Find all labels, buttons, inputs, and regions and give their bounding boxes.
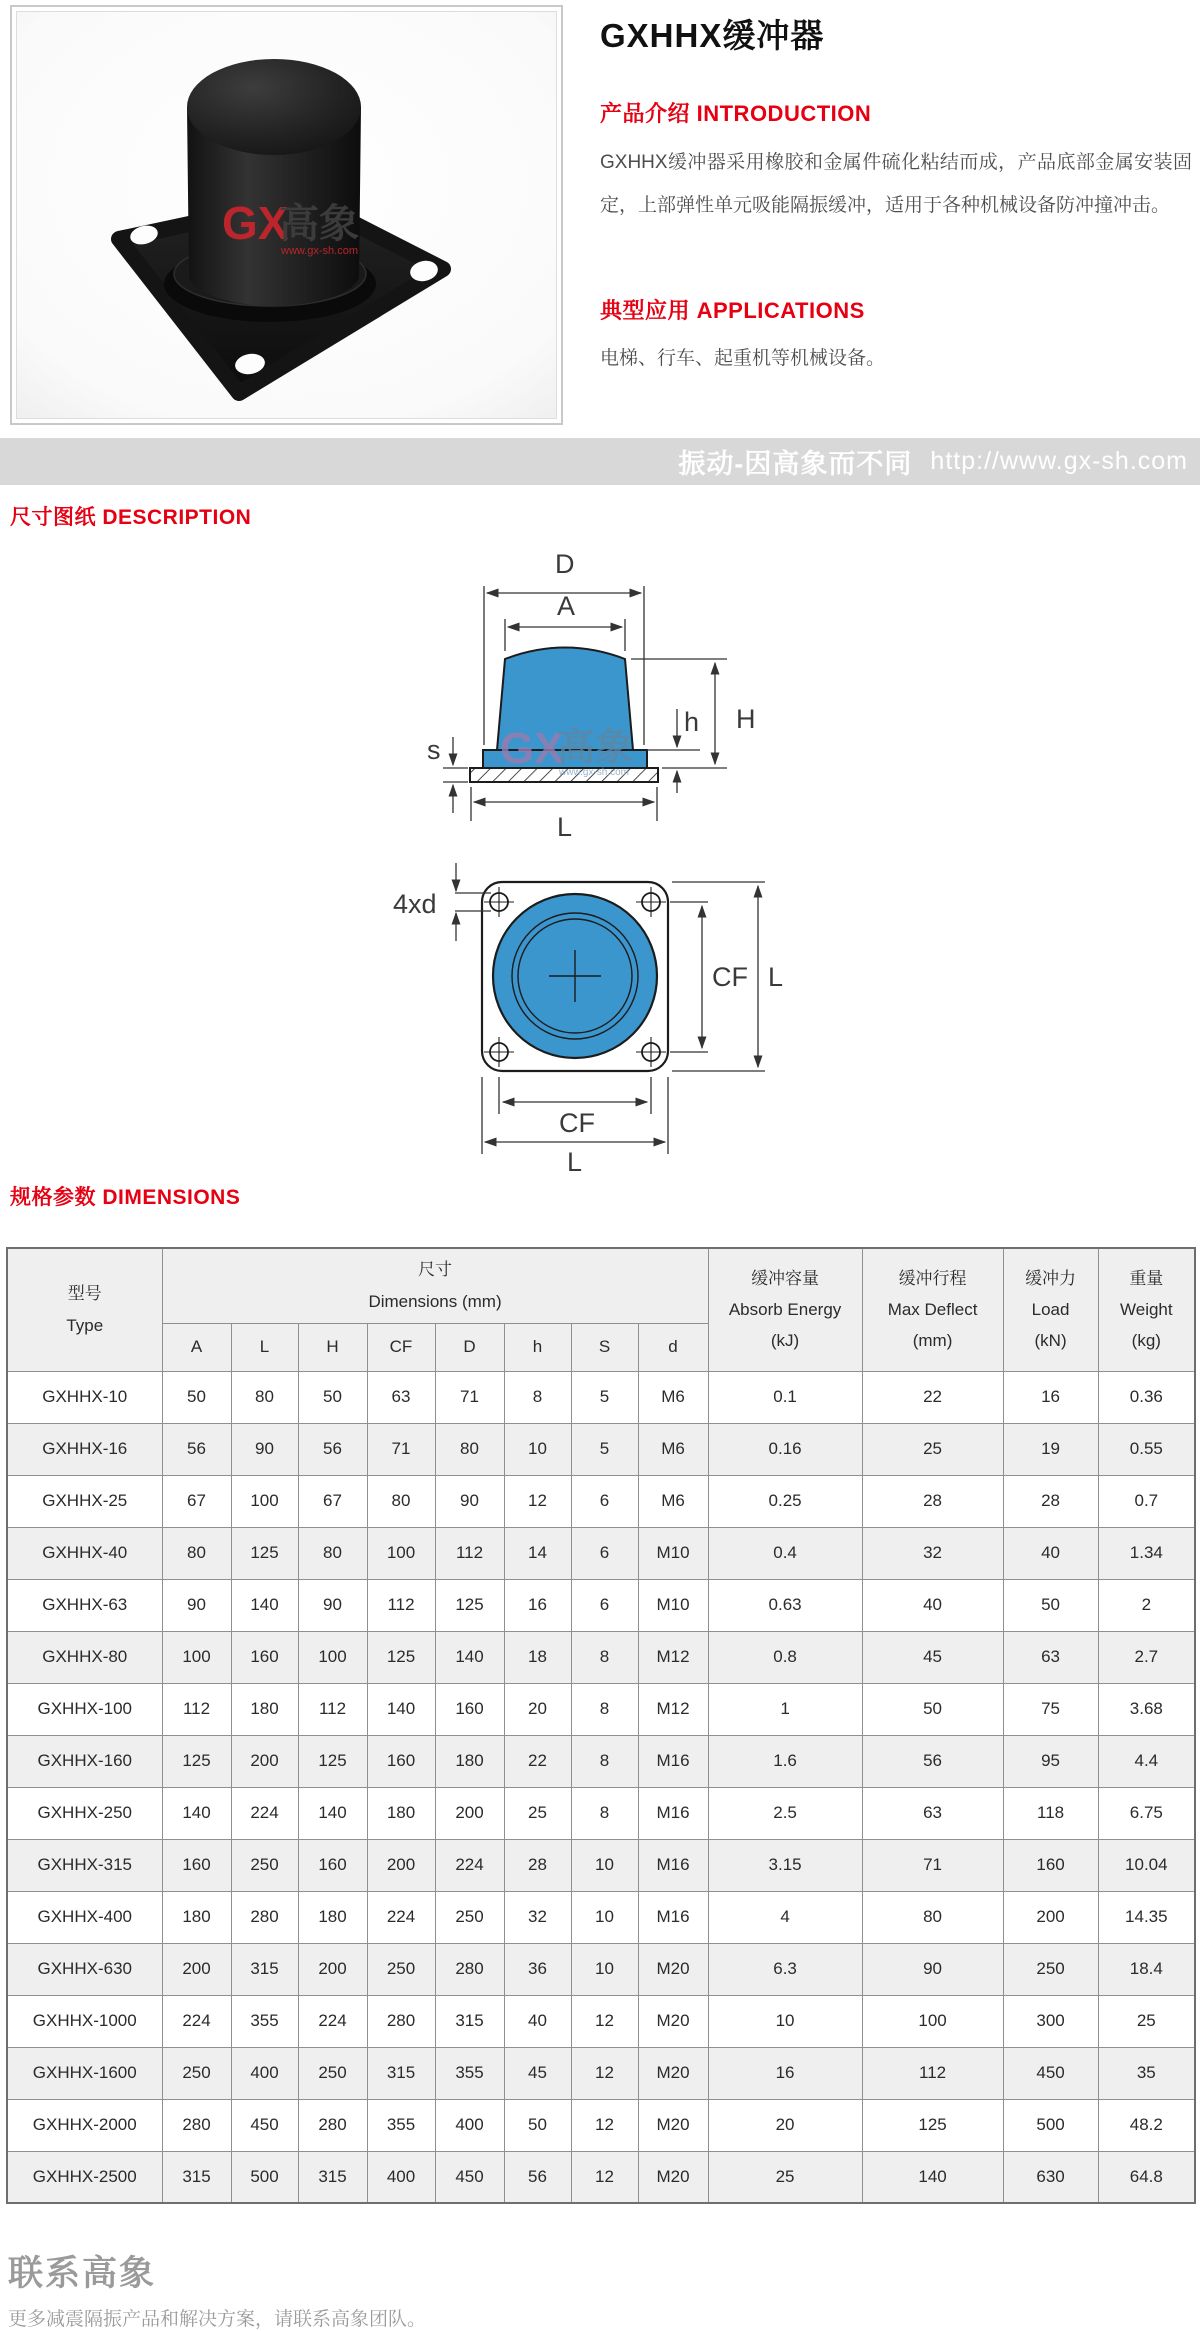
cell-value: 200 <box>231 1735 298 1787</box>
cell-value: 28 <box>862 1475 1003 1527</box>
cell-value: 3.15 <box>708 1839 862 1891</box>
cell-value: 18.4 <box>1098 1943 1195 1995</box>
applications-text: 电梯、行车、起重机等机械设备。 <box>600 347 886 369</box>
cell-value: 280 <box>435 1943 504 1995</box>
cell-value: 40 <box>504 1995 571 2047</box>
header-sub-L: L <box>231 1323 298 1371</box>
cell-value: 16 <box>504 1579 571 1631</box>
dim-label-H: H <box>736 704 756 734</box>
header-type <box>7 1248 162 1371</box>
cell-value: 50 <box>504 2099 571 2151</box>
cell-value: 450 <box>435 2151 504 2203</box>
footer-heading: 联系高象 <box>8 2254 157 2293</box>
cell-value: 80 <box>862 1891 1003 1943</box>
table-row <box>7 1631 1195 1683</box>
cell-value: 355 <box>367 2099 435 2151</box>
cell-value: 6.75 <box>1098 1787 1195 1839</box>
cell-value: 0.4 <box>708 1527 862 1579</box>
cell-value: 56 <box>862 1735 1003 1787</box>
cell-value: 8 <box>571 1631 638 1683</box>
cell-value: 10.04 <box>1098 1839 1195 1891</box>
cell-value: 28 <box>504 1839 571 1891</box>
header-absorb-unit: (kJ) <box>770 1331 800 1351</box>
cell-type: GXHHX-10 <box>7 1371 162 1423</box>
table-row <box>7 1683 1195 1735</box>
dim-label-D: D <box>555 549 575 579</box>
top-section <box>0 0 1200 438</box>
header-sub-d: d <box>638 1323 708 1371</box>
cell-value: M10 <box>638 1579 708 1631</box>
cell-value: M20 <box>638 1995 708 2047</box>
footer <box>8 2246 1200 2331</box>
cell-value: 90 <box>435 1475 504 1527</box>
cell-value: 10 <box>504 1423 571 1475</box>
cell-value: 0.25 <box>708 1475 862 1527</box>
dim-label-4xd: 4xd <box>393 889 437 919</box>
cell-value: M20 <box>638 2151 708 2203</box>
cell-value: 5 <box>571 1371 638 1423</box>
cell-value: 6.3 <box>708 1943 862 1995</box>
cell-value: 4.4 <box>1098 1735 1195 1787</box>
header-weight-unit: (kg) <box>1131 1331 1161 1351</box>
cell-type: GXHHX-80 <box>7 1631 162 1683</box>
banner-url[interactable]: http://www.gx-sh.com <box>930 447 1188 475</box>
header-type-en: Type <box>66 1315 104 1335</box>
cell-value: 0.7 <box>1098 1475 1195 1527</box>
cell-value: 90 <box>231 1423 298 1475</box>
cell-value: M20 <box>638 2047 708 2099</box>
cell-value: 125 <box>435 1579 504 1631</box>
cell-value: M12 <box>638 1631 708 1683</box>
cell-value: 20 <box>504 1683 571 1735</box>
cell-type: GXHHX-2500 <box>7 2151 162 2203</box>
cell-value: 6 <box>571 1475 638 1527</box>
cell-value: 180 <box>298 1891 367 1943</box>
cell-value: 180 <box>231 1683 298 1735</box>
dim-label-A: A <box>557 591 576 621</box>
cell-value: 67 <box>298 1475 367 1527</box>
cell-value: 500 <box>231 2151 298 2203</box>
header-load <box>1003 1248 1098 1371</box>
cell-value: 80 <box>367 1475 435 1527</box>
side-view-diagram <box>385 531 815 845</box>
cell-value: 200 <box>1003 1891 1098 1943</box>
banner-slogan: 振动-因高象而不同 <box>678 449 913 479</box>
cell-value: M16 <box>638 1787 708 1839</box>
cell-value: 25 <box>708 2151 862 2203</box>
product-photo-frame <box>10 5 563 425</box>
cell-type: GXHHX-40 <box>7 1527 162 1579</box>
cell-type: GXHHX-25 <box>7 1475 162 1527</box>
cell-value: 8 <box>571 1787 638 1839</box>
cell-value: 8 <box>571 1683 638 1735</box>
cell-value: 71 <box>367 1423 435 1475</box>
table-row <box>7 1527 1195 1579</box>
header-sub-D: D <box>435 1323 504 1371</box>
header-load-en: Load <box>1031 1300 1070 1320</box>
cell-value: 112 <box>367 1579 435 1631</box>
cell-value: 10 <box>571 1839 638 1891</box>
cell-type: GXHHX-63 <box>7 1579 162 1631</box>
cell-value: 90 <box>162 1579 231 1631</box>
cell-value: 250 <box>1003 1943 1098 1995</box>
cell-value: 140 <box>162 1787 231 1839</box>
header-absorb <box>708 1248 862 1371</box>
cell-value: 100 <box>862 1995 1003 2047</box>
cell-value: 75 <box>1003 1683 1098 1735</box>
watermark-name: 高象 <box>279 202 359 246</box>
cell-value: M6 <box>638 1371 708 1423</box>
cell-value: 0.63 <box>708 1579 862 1631</box>
intro-heading: 产品介绍 INTRODUCTION <box>600 101 872 126</box>
cell-value: 10 <box>571 1891 638 1943</box>
header-sub-h: h <box>504 1323 571 1371</box>
cell-value: 125 <box>862 2099 1003 2151</box>
cell-type: GXHHX-315 <box>7 1839 162 1891</box>
cell-value: M12 <box>638 1683 708 1735</box>
watermark-site: www.gx-sh.com <box>281 245 359 257</box>
cell-value: 3.68 <box>1098 1683 1195 1735</box>
watermark-site: www.gx-sh.com <box>559 767 630 778</box>
cell-value: 224 <box>435 1839 504 1891</box>
cell-value: M20 <box>638 1943 708 1995</box>
cell-type: GXHHX-2000 <box>7 2099 162 2151</box>
cell-value: 25 <box>504 1787 571 1839</box>
dim-label-CF-v: CF <box>712 962 748 992</box>
cell-value: 112 <box>862 2047 1003 2099</box>
table-row <box>7 2047 1195 2099</box>
cell-value: 224 <box>367 1891 435 1943</box>
cell-value: 2.7 <box>1098 1631 1195 1683</box>
description-heading: 尺寸图纸 DESCRIPTION <box>10 506 252 529</box>
cell-value: 12 <box>571 2047 638 2099</box>
cell-value: 140 <box>231 1579 298 1631</box>
cell-value: 180 <box>367 1787 435 1839</box>
dimensions-heading: 规格参数 DIMENSIONS <box>10 1186 241 1209</box>
header-deflect <box>862 1248 1003 1371</box>
cell-value: 56 <box>298 1423 367 1475</box>
product-info <box>600 10 1192 370</box>
cell-value: M16 <box>638 1839 708 1891</box>
cell-value: 71 <box>435 1371 504 1423</box>
cell-value: 0.55 <box>1098 1423 1195 1475</box>
cell-value: 500 <box>1003 2099 1098 2151</box>
cell-value: 160 <box>435 1683 504 1735</box>
cell-type: GXHHX-100 <box>7 1683 162 1735</box>
cell-value: 400 <box>367 2151 435 2203</box>
cell-value: 10 <box>571 1943 638 1995</box>
cell-value: 112 <box>162 1683 231 1735</box>
cell-type: GXHHX-250 <box>7 1787 162 1839</box>
cell-value: 0.16 <box>708 1423 862 1475</box>
cell-value: 118 <box>1003 1787 1098 1839</box>
header-load-unit: (kN) <box>1034 1331 1067 1351</box>
cell-value: 400 <box>231 2047 298 2099</box>
cell-value: 450 <box>1003 2047 1098 2099</box>
cell-value: 16 <box>1003 1371 1098 1423</box>
cell-value: 160 <box>367 1735 435 1787</box>
cell-value: 180 <box>435 1735 504 1787</box>
dim-label-L: L <box>557 812 573 842</box>
dim-label-L-h: L <box>567 1147 583 1177</box>
cell-value: 6 <box>571 1579 638 1631</box>
cell-value: 18 <box>504 1631 571 1683</box>
cell-value: 140 <box>298 1787 367 1839</box>
cell-value: 56 <box>504 2151 571 2203</box>
header-type-cn: 型号 <box>67 1284 102 1304</box>
product-photo-drawing <box>17 12 557 419</box>
cell-value: 100 <box>298 1631 367 1683</box>
cell-value: 160 <box>298 1839 367 1891</box>
cell-value: 63 <box>1003 1631 1098 1683</box>
cell-value: 25 <box>862 1423 1003 1475</box>
cell-value: 160 <box>231 1631 298 1683</box>
cell-value: 20 <box>708 2099 862 2151</box>
table-row <box>7 1787 1195 1839</box>
cell-type: GXHHX-630 <box>7 1943 162 1995</box>
cell-type: GXHHX-1600 <box>7 2047 162 2099</box>
cell-value: 1.6 <box>708 1735 862 1787</box>
cell-value: 1.34 <box>1098 1527 1195 1579</box>
intro-text: GXHHX缓冲器采用橡胶和金属件硫化粘结而成，产品底部金属安装固定，上部弹性单元吸能隔振缓冲，适用于各种机械设备防冲撞冲击。 <box>600 152 1192 216</box>
cell-value: 90 <box>862 1943 1003 1995</box>
cell-value: 125 <box>367 1631 435 1683</box>
header-dimensions <box>162 1248 708 1323</box>
cell-value: 100 <box>367 1527 435 1579</box>
header-load-cn: 缓冲力 <box>1025 1268 1077 1288</box>
cell-value: 56 <box>162 1423 231 1475</box>
watermark-gx: GX <box>222 197 289 249</box>
watermark-name: 高象 <box>557 727 634 769</box>
header-sub-A: A <box>162 1323 231 1371</box>
cell-value: 25 <box>1098 1995 1195 2047</box>
cell-value: 355 <box>435 2047 504 2099</box>
cell-value: 36 <box>504 1943 571 1995</box>
table-row <box>7 1371 1195 1423</box>
cell-value: 63 <box>367 1371 435 1423</box>
cell-value: 250 <box>162 2047 231 2099</box>
cell-type: GXHHX-16 <box>7 1423 162 1475</box>
cell-value: 250 <box>298 2047 367 2099</box>
table-row <box>7 2151 1195 2203</box>
header-absorb-cn: 缓冲容量 <box>751 1268 820 1288</box>
header-absorb-en: Absorb Energy <box>728 1300 842 1320</box>
cell-value: 80 <box>435 1423 504 1475</box>
cell-value: 67 <box>162 1475 231 1527</box>
cell-value: 0.1 <box>708 1371 862 1423</box>
diagrams <box>0 531 1200 1181</box>
cell-value: 4 <box>708 1891 862 1943</box>
cell-value: M6 <box>638 1475 708 1527</box>
cell-value: 90 <box>298 1579 367 1631</box>
table-row <box>7 1839 1195 1891</box>
cell-value: M16 <box>638 1891 708 1943</box>
cell-value: 45 <box>504 2047 571 2099</box>
cell-value: 224 <box>231 1787 298 1839</box>
cell-value: 250 <box>367 1943 435 1995</box>
cell-value: 125 <box>298 1735 367 1787</box>
dim-label-h: h <box>684 707 700 737</box>
watermark-gx: GX <box>500 724 564 773</box>
cell-value: 400 <box>435 2099 504 2151</box>
cell-value: 95 <box>1003 1735 1098 1787</box>
cell-value: 32 <box>504 1891 571 1943</box>
cell-value: 140 <box>367 1683 435 1735</box>
header-dims-en: Dimensions (mm) <box>368 1291 502 1311</box>
page-title: GXHHX缓冲器 <box>600 17 825 54</box>
cell-value: 2 <box>1098 1579 1195 1631</box>
cell-value: 63 <box>862 1787 1003 1839</box>
cell-value: 1 <box>708 1683 862 1735</box>
cell-value: 5 <box>571 1423 638 1475</box>
cell-value: 140 <box>862 2151 1003 2203</box>
cell-value: 224 <box>298 1995 367 2047</box>
table-row <box>7 1423 1195 1475</box>
cell-value: 200 <box>435 1787 504 1839</box>
cell-value: 2.5 <box>708 1787 862 1839</box>
cell-value: 22 <box>504 1735 571 1787</box>
spec-table <box>6 1247 1196 2204</box>
cell-value: 280 <box>298 2099 367 2151</box>
cell-value: 8 <box>571 1735 638 1787</box>
cell-value: 160 <box>1003 1839 1098 1891</box>
cell-value: 250 <box>231 1839 298 1891</box>
cell-value: M6 <box>638 1423 708 1475</box>
cell-value: 50 <box>162 1371 231 1423</box>
footer-text: 更多减震隔振产品和解决方案，请联系高象团队。 <box>8 2309 427 2330</box>
cell-value: M20 <box>638 2099 708 2151</box>
cell-value: 112 <box>298 1683 367 1735</box>
cell-value: 80 <box>298 1527 367 1579</box>
cell-value: 200 <box>162 1943 231 1995</box>
dim-label-L-v: L <box>768 962 784 992</box>
top-view-diagram <box>375 849 825 1181</box>
cell-value: 0.36 <box>1098 1371 1195 1423</box>
cell-value: 22 <box>862 1371 1003 1423</box>
header-weight <box>1098 1248 1195 1371</box>
cell-value: 315 <box>162 2151 231 2203</box>
cell-value: 125 <box>162 1735 231 1787</box>
cell-value: 32 <box>862 1527 1003 1579</box>
cylinder-top <box>187 59 361 155</box>
cell-value: 280 <box>231 1891 298 1943</box>
applications-heading: 典型应用 APPLICATIONS <box>600 297 865 323</box>
cell-value: 35 <box>1098 2047 1195 2099</box>
cell-value: 48.2 <box>1098 2099 1195 2151</box>
cell-value: 40 <box>862 1579 1003 1631</box>
cell-value: 112 <box>435 1527 504 1579</box>
cell-value: 50 <box>862 1683 1003 1735</box>
slogan-banner <box>0 438 1200 485</box>
cell-value: 14 <box>504 1527 571 1579</box>
cell-value: 250 <box>435 1891 504 1943</box>
cell-value: 200 <box>367 1839 435 1891</box>
cell-value: 12 <box>571 2099 638 2151</box>
header-sub-H: H <box>298 1323 367 1371</box>
header-deflect-cn: 缓冲行程 <box>898 1268 967 1288</box>
photo-watermark <box>222 197 359 257</box>
header-weight-cn: 重量 <box>1129 1268 1164 1288</box>
cell-type: GXHHX-1000 <box>7 1995 162 2047</box>
product-photo <box>16 11 557 419</box>
cell-value: 14.35 <box>1098 1891 1195 1943</box>
table-row <box>7 1735 1195 1787</box>
header-deflect-en: Max Deflect <box>887 1300 978 1320</box>
table-row <box>7 1891 1195 1943</box>
cell-value: 71 <box>862 1839 1003 1891</box>
table-row <box>7 1579 1195 1631</box>
cell-value: 280 <box>162 2099 231 2151</box>
cell-value: 19 <box>1003 1423 1098 1475</box>
header-sub-CF: CF <box>367 1323 435 1371</box>
header-deflect-unit: (mm) <box>912 1331 953 1351</box>
cell-value: 6 <box>571 1527 638 1579</box>
cell-value: 100 <box>231 1475 298 1527</box>
cell-value: 10 <box>708 1995 862 2047</box>
table-row <box>7 1475 1195 1527</box>
cell-value: 224 <box>162 1995 231 2047</box>
cell-value: 315 <box>367 2047 435 2099</box>
cell-value: 50 <box>1003 1579 1098 1631</box>
cell-value: 8 <box>504 1371 571 1423</box>
cell-value: 280 <box>367 1995 435 2047</box>
cell-value: 12 <box>571 1995 638 2047</box>
header-sub-S: S <box>571 1323 638 1371</box>
cell-value: 80 <box>162 1527 231 1579</box>
cell-value: 125 <box>231 1527 298 1579</box>
cell-value: 450 <box>231 2099 298 2151</box>
cell-value: 200 <box>298 1943 367 1995</box>
cell-value: 64.8 <box>1098 2151 1195 2203</box>
cell-value: 160 <box>162 1839 231 1891</box>
table-row <box>7 2099 1195 2151</box>
cell-value: 315 <box>231 1943 298 1995</box>
diagram-watermark <box>500 724 633 778</box>
cell-value: 180 <box>162 1891 231 1943</box>
table-row <box>7 1995 1195 2047</box>
dim-label-s: s <box>427 735 441 765</box>
cell-value: 28 <box>1003 1475 1098 1527</box>
cell-value: M16 <box>638 1735 708 1787</box>
header-dims-cn: 尺寸 <box>418 1260 453 1280</box>
cell-type: GXHHX-160 <box>7 1735 162 1787</box>
cell-value: 40 <box>1003 1527 1098 1579</box>
cell-value: M10 <box>638 1527 708 1579</box>
header-weight-en: Weight <box>1120 1300 1173 1320</box>
cell-value: 140 <box>435 1631 504 1683</box>
cell-value: 12 <box>504 1475 571 1527</box>
cell-value: 355 <box>231 1995 298 2047</box>
cell-value: 50 <box>298 1371 367 1423</box>
dim-label-CF-h: CF <box>559 1108 595 1138</box>
cell-value: 12 <box>571 2151 638 2203</box>
cell-value: 45 <box>862 1631 1003 1683</box>
cell-type: GXHHX-400 <box>7 1891 162 1943</box>
cell-value: 630 <box>1003 2151 1098 2203</box>
cell-value: 0.8 <box>708 1631 862 1683</box>
cell-value: 80 <box>231 1371 298 1423</box>
table-row <box>7 1943 1195 1995</box>
cell-value: 100 <box>162 1631 231 1683</box>
cell-value: 16 <box>708 2047 862 2099</box>
cell-value: 300 <box>1003 1995 1098 2047</box>
cell-value: 315 <box>435 1995 504 2047</box>
spec-table-body <box>7 1371 1195 2203</box>
cell-value: 315 <box>298 2151 367 2203</box>
